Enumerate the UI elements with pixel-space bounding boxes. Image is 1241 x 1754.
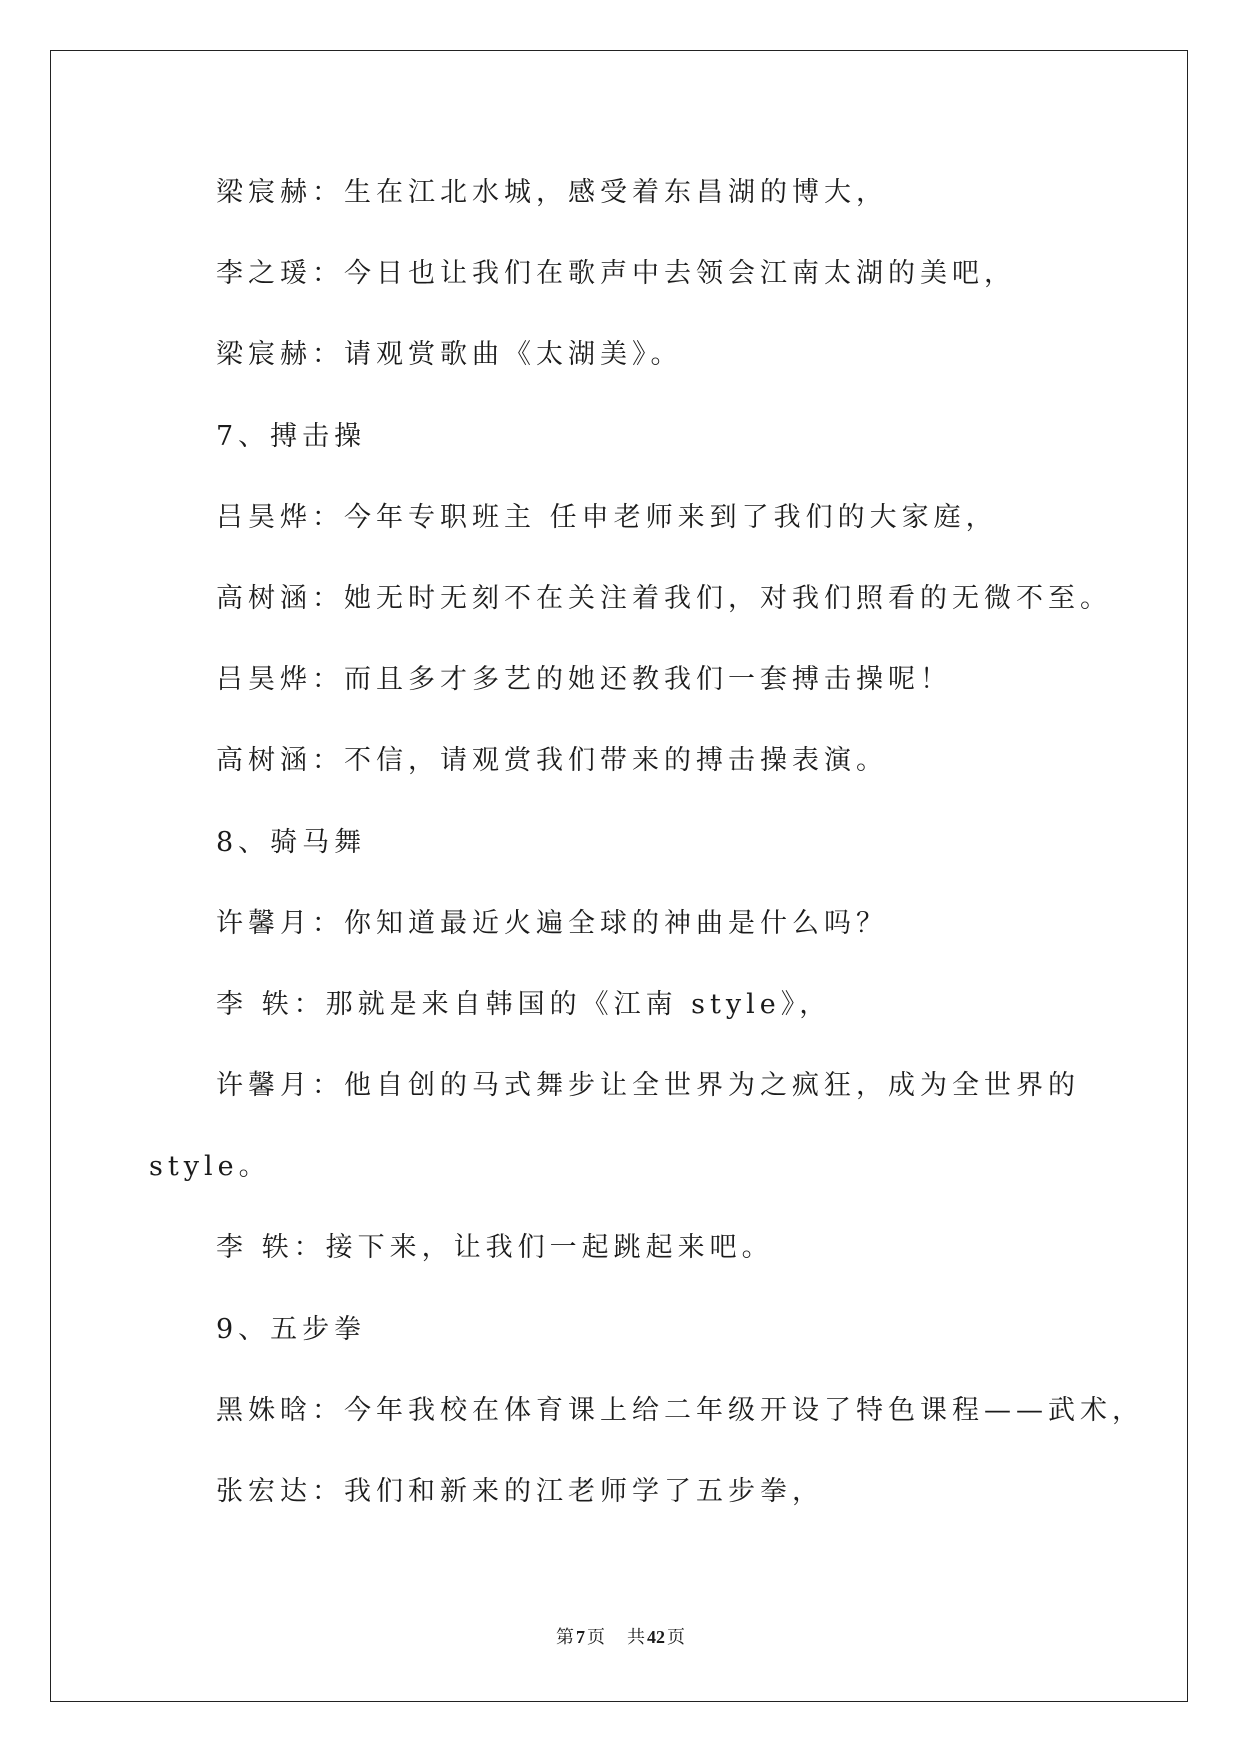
dialogue-line: 高树涵：不信，请观赏我们带来的搏击操表演。 (216, 745, 888, 777)
paragraph (149, 233, 1179, 314)
paragraph (149, 964, 1179, 1045)
paragraph (149, 558, 1179, 639)
page-footer (0, 1624, 1241, 1651)
current-page-indicator (556, 1627, 605, 1648)
document-body (149, 152, 1179, 1532)
dialogue-line: 黑姝晗：今年我校在体育课上给二年级开设了特色课程——武术， (216, 1394, 1144, 1426)
section-heading: 8、骑马舞 (216, 826, 367, 858)
paragraph (149, 314, 1179, 395)
section-heading: 9、五步拳 (216, 1313, 367, 1345)
paragraph (149, 152, 1179, 233)
paragraph (149, 1289, 1179, 1370)
page-number: 7 (576, 1627, 585, 1647)
paragraph (149, 1045, 1179, 1207)
total-pages-indicator (627, 1627, 685, 1648)
dialogue-line: 李 轶：那就是来自韩国的《江南 style》， (216, 988, 832, 1020)
dialogue-line: 张宏达：我们和新来的江老师学了五步拳， (216, 1476, 824, 1507)
paragraph (149, 396, 1179, 477)
total-suffix: 页 (667, 1627, 685, 1648)
paragraph (149, 477, 1179, 558)
dialogue-line: 高树涵：她无时无刻不在关注着我们，对我们照看的无微不至。 (216, 582, 1112, 614)
page-prefix: 第 (556, 1627, 574, 1648)
paragraph (149, 1451, 1179, 1532)
paragraph (149, 1370, 1179, 1451)
dialogue-line: 吕昊烨：今年专职班主 任申老师来到了我们的大家庭， (216, 501, 998, 533)
total-prefix: 共 (627, 1627, 645, 1648)
dialogue-line: 李 轶：接下来，让我们一起跳起来吧。 (216, 1232, 774, 1264)
dialogue-line: 许馨月：他自创的马式舞步让全世界为之疯狂，成为全世界的 (216, 1070, 1080, 1102)
dialogue-line: 梁宸赫：生在江北水城，感受着东昌湖的博大， (216, 177, 888, 208)
dialogue-line: 许馨月：你知道最近火遍全球的神曲是什么吗？ (216, 907, 888, 939)
total-pages: 42 (647, 1627, 665, 1647)
paragraph (149, 883, 1179, 964)
section-heading: 7、搏击操 (216, 420, 367, 452)
paragraph (149, 720, 1179, 801)
dialogue-line: 李之瑗：今日也让我们在歌声中去领会江南太湖的美吧， (216, 258, 1016, 290)
paragraph (149, 802, 1179, 883)
dialogue-line: 吕昊烨：而且多才多艺的她还教我们一套搏击操呢！ (216, 664, 952, 696)
dialogue-line-continuation: style。 (149, 1151, 271, 1183)
paragraph (149, 639, 1179, 720)
page-suffix: 页 (587, 1627, 605, 1648)
dialogue-line: 梁宸赫：请观赏歌曲《太湖美》。 (216, 339, 683, 371)
paragraph (149, 1207, 1179, 1288)
